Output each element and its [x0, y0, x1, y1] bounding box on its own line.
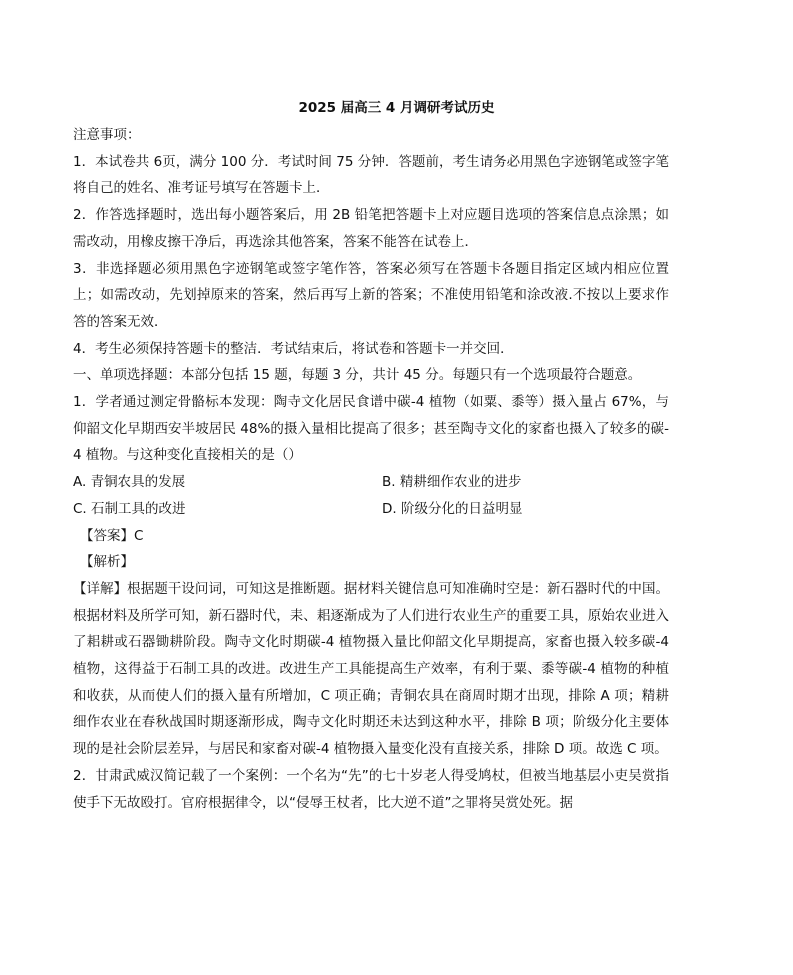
- question-1-options: [73, 469, 669, 522]
- option-a: A. 青铜农具的发展: [73, 474, 186, 491]
- question-1-stem: 1．学者通过测定骨骼标本发现：陶寺文化居民食谱中碳-4 植物（如粟、黍等）摄入量占 67%，与仰韶文化早期西安半坡居民 48%的摄入量相比提高了很多；甚至陶寺文化的家畜也摄入了较多的碳-4 植物。与这种变化直接相关的是（）: [73, 394, 669, 464]
- note-item: 2．作答选择题时，选出每小题答案后，用 2B 铅笔把答题卡上对应题目选项的答案信息点涂黑；如需改动，用橡皮擦干净后，再选涂其他答案，答案不能答在试卷上．: [73, 207, 669, 250]
- note-item: 1．本试卷共 6页，满分 100 分．考试时间 75 分钟．答题前，考生请务必用黑色字迹钢笔或签字笔将自己的姓名、准考证号填写在答题卡上．: [73, 153, 669, 197]
- notes-heading: 注意事项：: [73, 127, 141, 143]
- exam-title: 2025 届高三 4 月调研考试历史: [298, 100, 495, 116]
- exam-body: [73, 122, 669, 816]
- note-item: 4．考生必须保持答题卡的整洁．考试结束后，将试卷和答题卡一并交回．: [73, 340, 514, 357]
- question-2-stem: 2．甘肃武威汉简记载了一个案例：一个名为“先”的七十岁老人得受鸠杖，但被当地基层小吏吴赏指使手下无故殴打。官府根据律令，以“侵辱王杖者，比大逆不道”之罪将吴赏处死。据: [73, 767, 669, 811]
- section-heading: 一、单项选择题：本部分包括 15 题，每题 3 分，共计 45 分。每题只有一个选项最符合题意。: [73, 367, 642, 384]
- analysis-label: 【解析】: [80, 554, 134, 571]
- option-c: C. 石制工具的改进: [73, 500, 186, 517]
- detail-explanation: 【详解】根据题干设问词，可知这是推断题。据材料关键信息可知准确时空是：新石器时代的中国。根据材料及所学可知，新石器时代，耒、耜逐渐成为了人们进行农业生产的重要工具，原始农业进入了耜耕或石器锄耕阶段。陶寺文化时期碳-4 植物摄入量比仰韶文化早期提高，家畜也摄入较多碳-4 植物，这得益于石制工具的改进。改进生产工具能提高生产效率，有利于粟、黍等碳-4 植物的种植和收获，从而使人们的摄入量有所增加，C 项正确；青铜农具在商周时期才出现，排除 A 项；精耕细作农业在春秋战国时期逐渐形成，陶寺文化时期还未达到这种水平，排除 B 项；阶级分化主要体现的是社会阶层差异，与居民和家畜对碳-4 植物摄入量变化没有直接关系，排除 D 项。故选 C 项。: [73, 580, 669, 758]
- option-b: B. 精耕细作农业的进步: [382, 474, 522, 491]
- option-d: D. 阶级分化的日益明显: [382, 500, 523, 517]
- answer-label: 【答案】C: [80, 527, 144, 544]
- note-item: 3．非选择题必须用黑色字迹钢笔或签字笔作答，答案必须写在答题卡各题目指定区域内相应位置上；如需改动，先划掉原来的答案，然后再写上新的答案；不准使用铅笔和涂改液.不按以上要求作答的答案无效．: [73, 260, 669, 330]
